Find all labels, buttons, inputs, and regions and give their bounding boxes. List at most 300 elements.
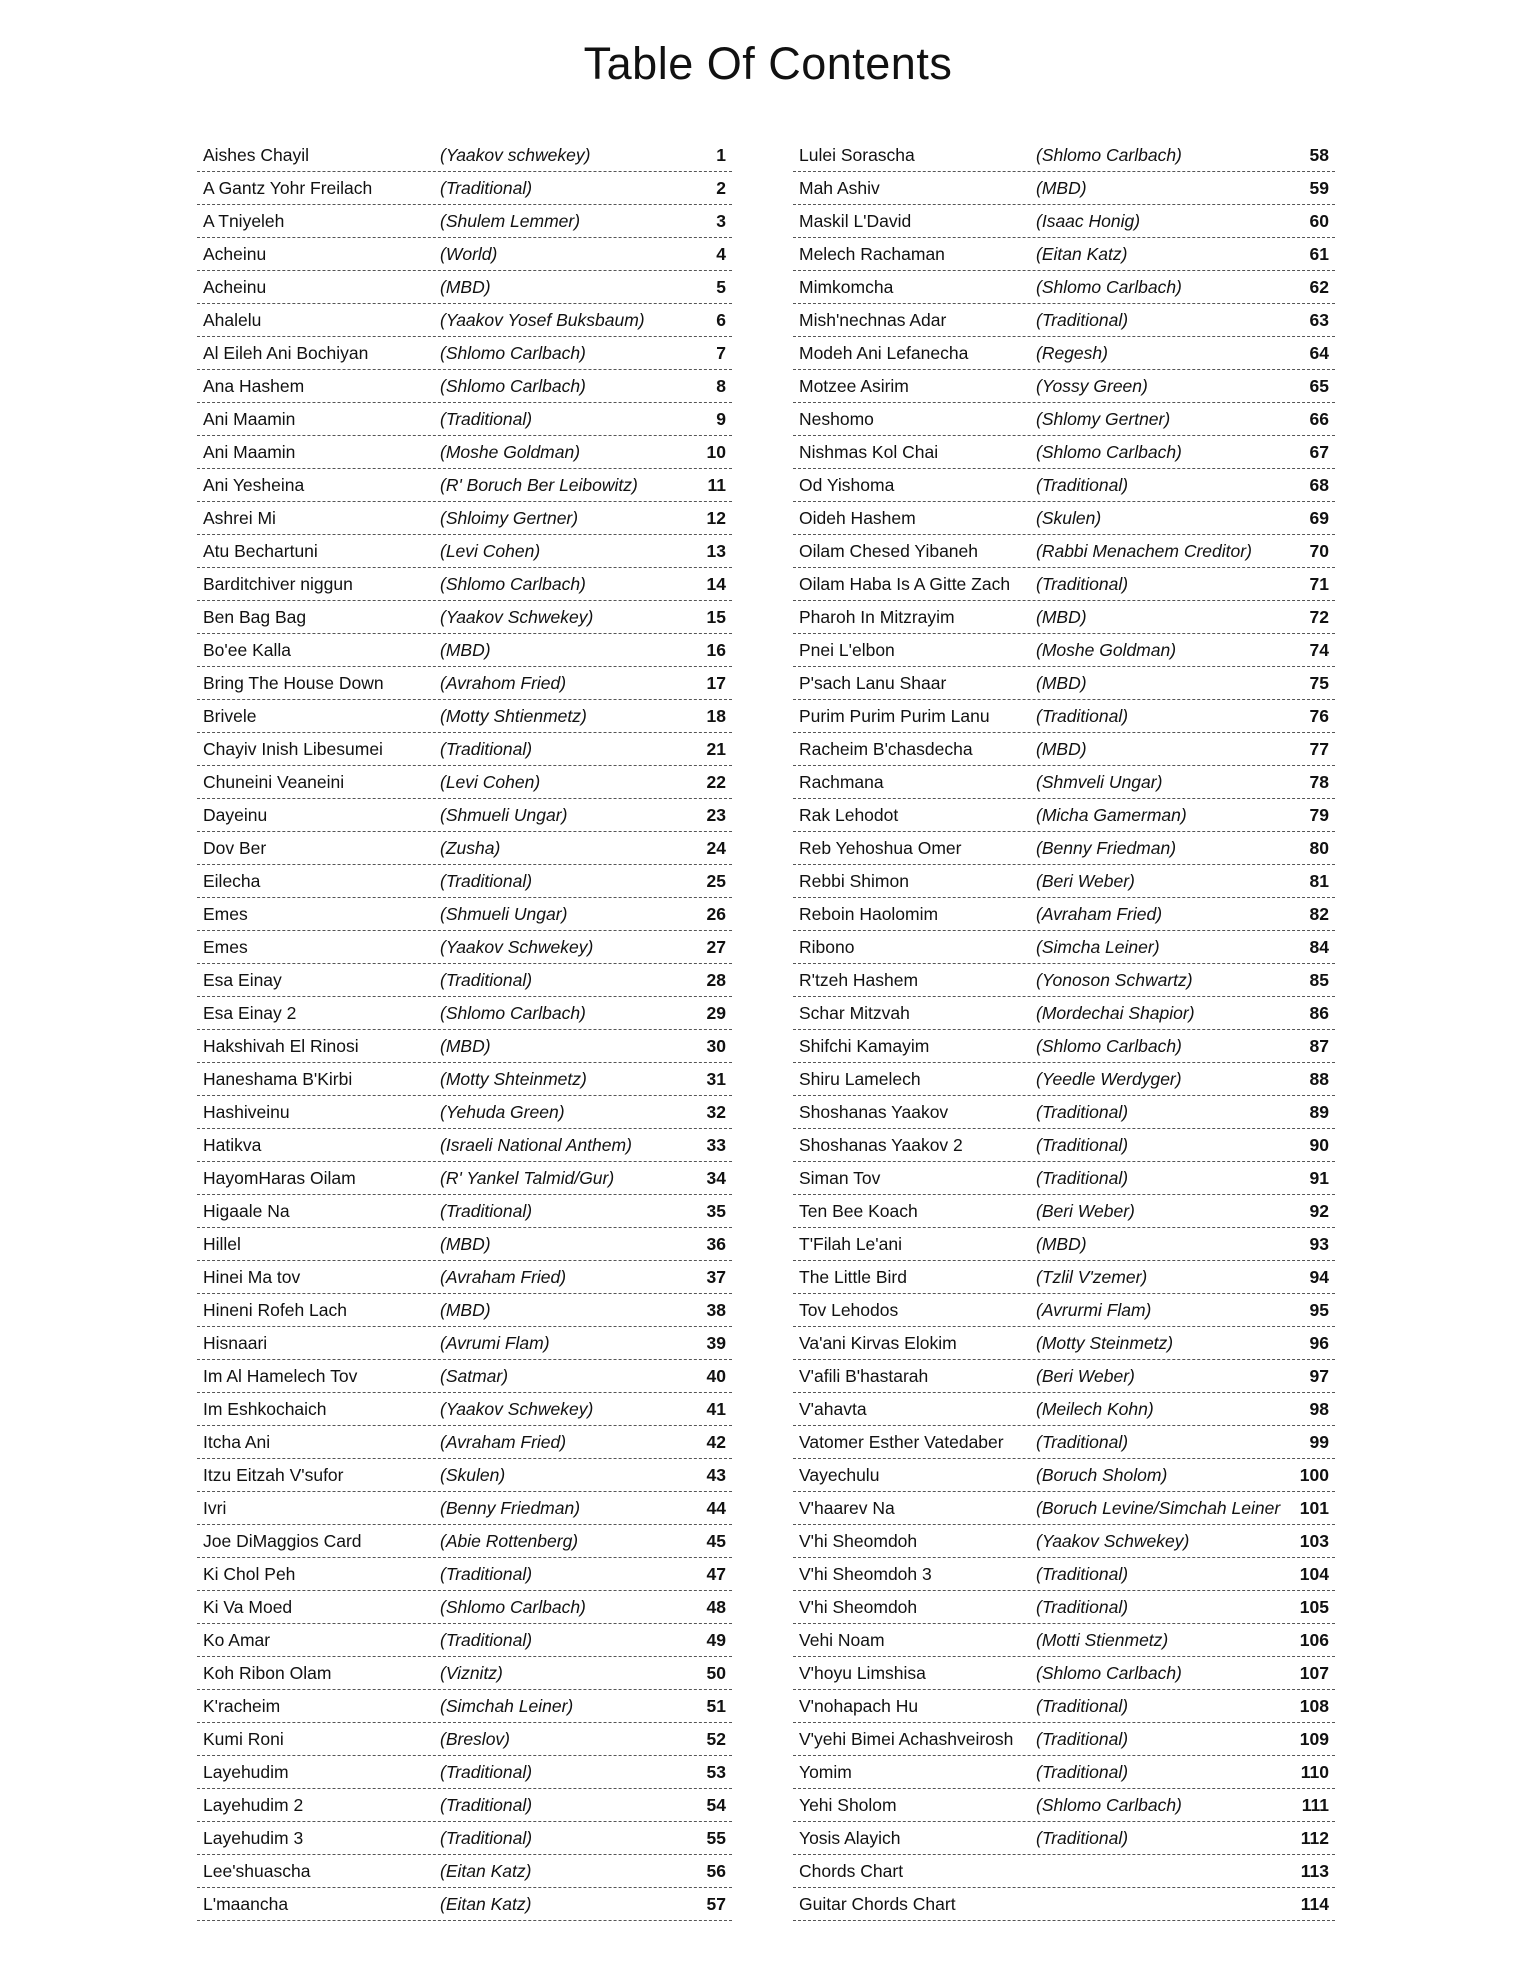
toc-row[interactable] xyxy=(197,766,732,799)
page-number: 13 xyxy=(706,540,726,561)
page-number: 62 xyxy=(1309,276,1329,297)
song-author: (Traditional) xyxy=(1036,1563,1129,1584)
song-author: (Traditional) xyxy=(1036,1167,1129,1188)
page-number: 58 xyxy=(1309,144,1329,165)
page-number: 38 xyxy=(706,1299,726,1320)
song-title: Im Al Hamelech Tov xyxy=(203,1365,358,1386)
toc-row[interactable] xyxy=(197,1228,732,1261)
page-number: 21 xyxy=(706,738,726,759)
toc-row[interactable] xyxy=(197,964,732,997)
toc-row[interactable] xyxy=(197,997,732,1030)
song-author: (Yaakov Schwekey) xyxy=(1036,1530,1190,1551)
toc-row[interactable] xyxy=(793,1492,1335,1525)
song-title: HayomHaras Oilam xyxy=(203,1167,356,1188)
song-author: (Traditional) xyxy=(1036,705,1129,726)
toc-row[interactable] xyxy=(793,568,1335,601)
toc-row[interactable] xyxy=(793,1690,1335,1723)
page-number: 44 xyxy=(706,1497,726,1518)
song-title: Rachmana xyxy=(799,771,884,792)
song-title: Ko Amar xyxy=(203,1629,271,1650)
toc-row[interactable] xyxy=(197,1096,732,1129)
page-number: 95 xyxy=(1309,1299,1329,1320)
toc-row[interactable] xyxy=(793,766,1335,799)
page-number: 30 xyxy=(706,1035,726,1056)
song-title: A Tniyeleh xyxy=(203,210,285,231)
toc-row[interactable] xyxy=(793,1525,1335,1558)
page-number: 12 xyxy=(706,507,726,528)
song-title: Mimkomcha xyxy=(799,276,894,297)
toc-row[interactable] xyxy=(793,337,1335,370)
toc-row[interactable] xyxy=(793,1096,1335,1129)
toc-row[interactable] xyxy=(197,1756,732,1789)
song-author: (Yaakov Yosef Buksbaum) xyxy=(440,309,645,330)
toc-row[interactable] xyxy=(197,172,732,205)
toc-row[interactable] xyxy=(793,865,1335,898)
toc-row[interactable] xyxy=(197,634,732,667)
song-title: V'hi Sheomdoh xyxy=(799,1596,918,1617)
toc-row[interactable] xyxy=(197,1459,732,1492)
song-title: A Gantz Yohr Freilach xyxy=(203,177,373,198)
song-title: Pnei L'elbon xyxy=(799,639,895,660)
page-number: 27 xyxy=(706,936,726,957)
toc-row[interactable] xyxy=(793,304,1335,337)
toc-row[interactable] xyxy=(197,370,732,403)
song-author: (Levi Cohen) xyxy=(440,771,541,792)
song-title: Atu Bechartuni xyxy=(203,540,318,561)
song-author: (Israeli National Anthem) xyxy=(440,1134,632,1155)
song-title: Koh Ribon Olam xyxy=(203,1662,332,1683)
toc-row[interactable] xyxy=(793,898,1335,931)
song-author: (Beri Weber) xyxy=(1036,1200,1135,1221)
song-title: Eilecha xyxy=(203,870,261,891)
toc-row[interactable] xyxy=(793,1723,1335,1756)
song-title: Hisnaari xyxy=(203,1332,268,1353)
page-number: 26 xyxy=(706,903,726,924)
page-number: 114 xyxy=(1300,1893,1329,1914)
song-author: (Regesh) xyxy=(1036,342,1108,363)
toc-row[interactable] xyxy=(197,931,732,964)
toc-row[interactable] xyxy=(197,205,732,238)
song-author: (Benny Friedman) xyxy=(440,1497,581,1518)
page-number: 32 xyxy=(706,1101,726,1122)
song-author: (World) xyxy=(440,243,498,264)
song-title: Lee'shuascha xyxy=(203,1860,311,1881)
song-title: Higaale Na xyxy=(203,1200,290,1221)
song-title: Barditchiver niggun xyxy=(203,573,353,594)
song-title: Ben Bag Bag xyxy=(203,606,307,627)
toc-row[interactable] xyxy=(197,700,732,733)
page-number: 5 xyxy=(716,276,726,297)
page-number: 106 xyxy=(1299,1629,1329,1650)
song-author: (Yaakov schwekey) xyxy=(440,144,591,165)
toc-row[interactable] xyxy=(197,403,732,436)
song-author: (Traditional) xyxy=(440,1794,533,1815)
page-number: 54 xyxy=(706,1794,726,1815)
song-title: V'hi Sheomdoh xyxy=(799,1530,918,1551)
song-author: (Isaac Honig) xyxy=(1036,210,1141,231)
toc-row[interactable] xyxy=(197,832,732,865)
song-title: Melech Rachaman xyxy=(799,243,945,264)
toc-row[interactable] xyxy=(793,1195,1335,1228)
toc-row[interactable] xyxy=(793,733,1335,766)
toc-row[interactable] xyxy=(197,865,732,898)
toc-row[interactable] xyxy=(793,139,1335,172)
song-title: Im Eshkochaich xyxy=(203,1398,327,1419)
song-author: (Avrahom Fried) xyxy=(440,672,567,693)
page-number: 88 xyxy=(1309,1068,1329,1089)
page-number: 18 xyxy=(706,705,726,726)
toc-row[interactable] xyxy=(197,1888,732,1921)
toc-row[interactable] xyxy=(793,1129,1335,1162)
song-title: Dayeinu xyxy=(203,804,268,825)
page-number: 50 xyxy=(706,1662,726,1683)
song-author: (Yaakov Schwekey) xyxy=(440,606,594,627)
page-number: 64 xyxy=(1309,342,1329,363)
toc-row[interactable] xyxy=(197,1393,732,1426)
toc-right-column xyxy=(793,139,1335,1921)
song-title: The Little Bird xyxy=(799,1266,907,1287)
page-number: 84 xyxy=(1309,936,1329,957)
song-author: (Zusha) xyxy=(440,837,501,858)
toc-row[interactable] xyxy=(197,1723,732,1756)
song-author: (Moshe Goldman) xyxy=(440,441,581,462)
toc-row[interactable] xyxy=(793,172,1335,205)
toc-row[interactable] xyxy=(793,1261,1335,1294)
page-number: 28 xyxy=(706,969,726,990)
song-title: Hinei Ma tov xyxy=(203,1266,301,1287)
song-author: (Mordechai Shapior) xyxy=(1036,1002,1195,1023)
page-number: 55 xyxy=(706,1827,726,1848)
toc-row[interactable] xyxy=(793,1789,1335,1822)
toc-row[interactable] xyxy=(793,436,1335,469)
page-number: 107 xyxy=(1299,1662,1329,1683)
song-title: Haneshama B'Kirbi xyxy=(203,1068,353,1089)
toc-row[interactable] xyxy=(197,271,732,304)
page-number: 69 xyxy=(1309,507,1329,528)
song-author: (Traditional) xyxy=(1036,1761,1129,1782)
song-title: Mah Ashiv xyxy=(799,177,880,198)
song-title: Esa Einay 2 xyxy=(203,1002,297,1023)
toc-row[interactable] xyxy=(197,535,732,568)
toc-row[interactable] xyxy=(793,1855,1335,1888)
song-title: Neshomo xyxy=(799,408,874,429)
song-author: (Traditional) xyxy=(440,1563,533,1584)
song-author: (Eitan Katz) xyxy=(440,1860,532,1881)
song-title: Bring The House Down xyxy=(203,672,384,693)
song-title: Brivele xyxy=(203,705,257,726)
song-author: (Avraham Fried) xyxy=(440,1266,567,1287)
toc-row[interactable] xyxy=(197,898,732,931)
song-title: Ani Yesheina xyxy=(203,474,305,495)
page-number: 82 xyxy=(1309,903,1329,924)
page-number: 56 xyxy=(706,1860,726,1881)
song-author: (Traditional) xyxy=(1036,1431,1129,1452)
toc-row[interactable] xyxy=(197,1162,732,1195)
toc-row[interactable] xyxy=(793,1558,1335,1591)
toc-row[interactable] xyxy=(793,832,1335,865)
song-title: Yomim xyxy=(799,1761,852,1782)
song-author: (Shlomo Carlbach) xyxy=(440,1002,586,1023)
toc-row[interactable] xyxy=(793,469,1335,502)
song-author: (Shlomo Carlbach) xyxy=(440,375,586,396)
toc-row[interactable] xyxy=(793,1393,1335,1426)
song-author: (MBD) xyxy=(1036,738,1087,759)
toc-row[interactable] xyxy=(197,337,732,370)
toc-row[interactable] xyxy=(793,1756,1335,1789)
toc-row[interactable] xyxy=(793,1591,1335,1624)
song-author: (Skulen) xyxy=(1036,507,1102,528)
toc-row[interactable] xyxy=(793,1327,1335,1360)
song-author: (Shlomo Carlbach) xyxy=(440,342,586,363)
page-number: 43 xyxy=(706,1464,726,1485)
song-title: Hatikva xyxy=(203,1134,262,1155)
page-number: 53 xyxy=(706,1761,726,1782)
song-author: (Shlomo Carlbach) xyxy=(440,573,586,594)
song-author: (Shlomy Gertner) xyxy=(1036,408,1171,429)
song-author: (R' Boruch Ber Leibowitz) xyxy=(440,474,638,495)
toc-row[interactable] xyxy=(793,1360,1335,1393)
song-author: (Yossy Green) xyxy=(1036,375,1148,396)
toc-row[interactable] xyxy=(197,1789,732,1822)
page-number: 49 xyxy=(706,1629,726,1650)
page-number: 66 xyxy=(1309,408,1329,429)
song-author: (Traditional) xyxy=(440,1827,533,1848)
toc-row[interactable] xyxy=(793,931,1335,964)
song-title: T'Filah Le'ani xyxy=(799,1233,902,1254)
song-title: P'sach Lanu Shaar xyxy=(799,672,947,693)
song-title: V'ahavta xyxy=(799,1398,867,1419)
toc-row[interactable] xyxy=(197,601,732,634)
page-number: 34 xyxy=(706,1167,726,1188)
song-author: (Traditional) xyxy=(440,870,533,891)
song-title: Chords Chart xyxy=(799,1860,904,1881)
toc-row[interactable] xyxy=(793,601,1335,634)
song-author: (Moshe Goldman) xyxy=(1036,639,1177,660)
song-author: (Shmueli Ungar) xyxy=(440,804,568,825)
page-number: 74 xyxy=(1309,639,1329,660)
song-author: (Avraham Fried) xyxy=(1036,903,1163,924)
page-number: 76 xyxy=(1309,705,1329,726)
toc-row[interactable] xyxy=(197,436,732,469)
toc-row[interactable] xyxy=(793,1294,1335,1327)
song-author: (Motty Shteinmetz) xyxy=(440,1068,587,1089)
page-number: 112 xyxy=(1300,1827,1329,1848)
toc-row[interactable] xyxy=(197,1063,732,1096)
toc-row[interactable] xyxy=(197,1129,732,1162)
toc-row[interactable] xyxy=(793,205,1335,238)
page-number: 57 xyxy=(706,1893,726,1914)
song-author: (Simcha Leiner) xyxy=(1036,936,1160,957)
song-title: Joe DiMaggios Card xyxy=(203,1530,362,1551)
toc-row[interactable] xyxy=(793,502,1335,535)
song-author: (Motty Shtienmetz) xyxy=(440,705,587,726)
song-title: Oilam Chesed Yibaneh xyxy=(799,540,978,561)
toc-row[interactable] xyxy=(197,1525,732,1558)
song-title: Hineni Rofeh Lach xyxy=(203,1299,347,1320)
toc-row[interactable] xyxy=(197,1855,732,1888)
page-number: 14 xyxy=(706,573,726,594)
song-author: (Shlomo Carlbach) xyxy=(1036,441,1182,462)
song-author: (Traditional) xyxy=(440,1761,533,1782)
page-number: 35 xyxy=(706,1200,726,1221)
page-number: 78 xyxy=(1309,771,1329,792)
song-title: Aishes Chayil xyxy=(203,144,310,165)
song-title: Chayiv Inish Libesumei xyxy=(203,738,383,759)
song-title: Reb Yehoshua Omer xyxy=(799,837,962,858)
toc-row[interactable] xyxy=(197,568,732,601)
toc-row[interactable] xyxy=(197,1261,732,1294)
page-number: 93 xyxy=(1309,1233,1329,1254)
toc-row[interactable] xyxy=(197,1822,732,1855)
page-number: 10 xyxy=(706,441,726,462)
page-number: 39 xyxy=(706,1332,726,1353)
song-title: Vatomer Esther Vatedaber xyxy=(799,1431,1004,1452)
toc-row[interactable] xyxy=(197,1657,732,1690)
toc-row[interactable] xyxy=(197,1294,732,1327)
toc-row[interactable] xyxy=(197,1591,732,1624)
page-number: 48 xyxy=(706,1596,726,1617)
page-number: 47 xyxy=(706,1563,726,1584)
toc-left-column xyxy=(197,139,732,1921)
toc-row[interactable] xyxy=(197,667,732,700)
toc-row[interactable] xyxy=(793,271,1335,304)
toc-row[interactable] xyxy=(793,1459,1335,1492)
song-author: (MBD) xyxy=(440,276,491,297)
song-title: Ahalelu xyxy=(203,309,262,330)
toc-row[interactable] xyxy=(793,1657,1335,1690)
song-author: (Beri Weber) xyxy=(1036,870,1135,891)
song-title: Lulei Sorascha xyxy=(799,144,915,165)
song-author: (Shloimy Gertner) xyxy=(440,507,579,528)
toc-row[interactable] xyxy=(197,1360,732,1393)
toc-row[interactable] xyxy=(197,1492,732,1525)
page-number: 52 xyxy=(706,1728,726,1749)
song-title: Chuneini Veaneini xyxy=(203,771,345,792)
song-author: (Eitan Katz) xyxy=(1036,243,1128,264)
song-title: Schar Mitzvah xyxy=(799,1002,910,1023)
toc-row[interactable] xyxy=(793,1822,1335,1855)
page-number: 109 xyxy=(1299,1728,1329,1749)
toc-row[interactable] xyxy=(197,733,732,766)
song-title: V'haarev Na xyxy=(799,1497,895,1518)
page-number: 89 xyxy=(1309,1101,1329,1122)
page-number: 77 xyxy=(1309,738,1329,759)
toc-row[interactable] xyxy=(197,1558,732,1591)
toc-row[interactable] xyxy=(197,304,732,337)
song-author: (Abie Rottenberg) xyxy=(440,1530,579,1551)
song-author: (Tzlil V'zemer) xyxy=(1036,1266,1148,1287)
page-number: 75 xyxy=(1309,672,1329,693)
song-title: Itzu Eitzah V'sufor xyxy=(203,1464,344,1485)
toc-row[interactable] xyxy=(793,238,1335,271)
song-author: (Traditional) xyxy=(440,969,533,990)
toc-row[interactable] xyxy=(793,1624,1335,1657)
page-number: 2 xyxy=(716,177,726,198)
toc-row[interactable] xyxy=(793,370,1335,403)
song-title: R'tzeh Hashem xyxy=(799,969,919,990)
song-author: (MBD) xyxy=(440,639,491,660)
page-number: 96 xyxy=(1309,1332,1329,1353)
toc-row[interactable] xyxy=(793,1228,1335,1261)
toc-row[interactable] xyxy=(793,997,1335,1030)
page-title: Table Of Contents xyxy=(583,38,953,89)
song-title: Kumi Roni xyxy=(203,1728,284,1749)
page-number: 80 xyxy=(1309,837,1329,858)
song-title: Od Yishoma xyxy=(799,474,895,495)
song-title: Hashiveinu xyxy=(203,1101,290,1122)
song-author: (Motti Stienmetz) xyxy=(1036,1629,1169,1650)
page-number: 105 xyxy=(1299,1596,1329,1617)
toc-row[interactable] xyxy=(197,238,732,271)
page-number: 90 xyxy=(1309,1134,1329,1155)
song-title: Rak Lehodot xyxy=(799,804,899,825)
toc-row[interactable] xyxy=(197,502,732,535)
page-number: 36 xyxy=(706,1233,726,1254)
song-title: Yehi Sholom xyxy=(799,1794,897,1815)
song-author: (Shlomo Carlbach) xyxy=(1036,1794,1182,1815)
toc-row[interactable] xyxy=(197,1690,732,1723)
song-title: Al Eileh Ani Bochiyan xyxy=(203,342,369,363)
toc-row[interactable] xyxy=(793,1030,1335,1063)
song-title: Motzee Asirim xyxy=(799,375,909,396)
song-author: (Rabbi Menachem Creditor) xyxy=(1036,540,1252,561)
toc-row[interactable] xyxy=(197,1624,732,1657)
page-number: 24 xyxy=(706,837,726,858)
toc-row[interactable] xyxy=(197,469,732,502)
song-title: Siman Tov xyxy=(799,1167,881,1188)
song-title: Oideh Hashem xyxy=(799,507,916,528)
song-author: (Shmueli Ungar) xyxy=(440,903,568,924)
toc-row[interactable] xyxy=(793,799,1335,832)
song-title: Racheim B'chasdecha xyxy=(799,738,973,759)
song-title: V'yehi Bimei Achashveirosh xyxy=(799,1728,1014,1749)
song-author: (Meilech Kohn) xyxy=(1036,1398,1154,1419)
toc-row[interactable] xyxy=(197,139,732,172)
song-author: (Traditional) xyxy=(440,177,533,198)
toc-row[interactable] xyxy=(793,403,1335,436)
page-number: 79 xyxy=(1309,804,1329,825)
toc-row[interactable] xyxy=(793,1063,1335,1096)
toc-row[interactable] xyxy=(197,1195,732,1228)
page-number: 37 xyxy=(706,1266,726,1287)
toc-row[interactable] xyxy=(197,799,732,832)
toc-row[interactable] xyxy=(793,964,1335,997)
toc-row[interactable] xyxy=(197,1426,732,1459)
toc-row[interactable] xyxy=(197,1030,732,1063)
song-author: (Simchah Leiner) xyxy=(440,1695,574,1716)
page-number: 3 xyxy=(716,210,726,231)
song-author: (Yehuda Green) xyxy=(440,1101,565,1122)
song-author: (Traditional) xyxy=(440,1629,533,1650)
toc-row[interactable] xyxy=(793,1162,1335,1195)
toc-row[interactable] xyxy=(197,1327,732,1360)
page-number: 41 xyxy=(706,1398,726,1419)
toc-row[interactable] xyxy=(793,1888,1335,1921)
toc-row[interactable] xyxy=(793,667,1335,700)
page-number: 60 xyxy=(1309,210,1329,231)
song-title: Oilam Haba Is A Gitte Zach xyxy=(799,573,1011,594)
song-author: (MBD) xyxy=(1036,1233,1087,1254)
song-author: (MBD) xyxy=(440,1035,491,1056)
song-title: Hillel xyxy=(203,1233,241,1254)
song-author: (Shlomo Carlbach) xyxy=(1036,1035,1182,1056)
toc-row[interactable] xyxy=(793,535,1335,568)
toc-row[interactable] xyxy=(793,700,1335,733)
song-title: Itcha Ani xyxy=(203,1431,271,1452)
toc-row[interactable] xyxy=(793,1426,1335,1459)
page-number: 110 xyxy=(1300,1761,1329,1782)
toc-row[interactable] xyxy=(793,634,1335,667)
